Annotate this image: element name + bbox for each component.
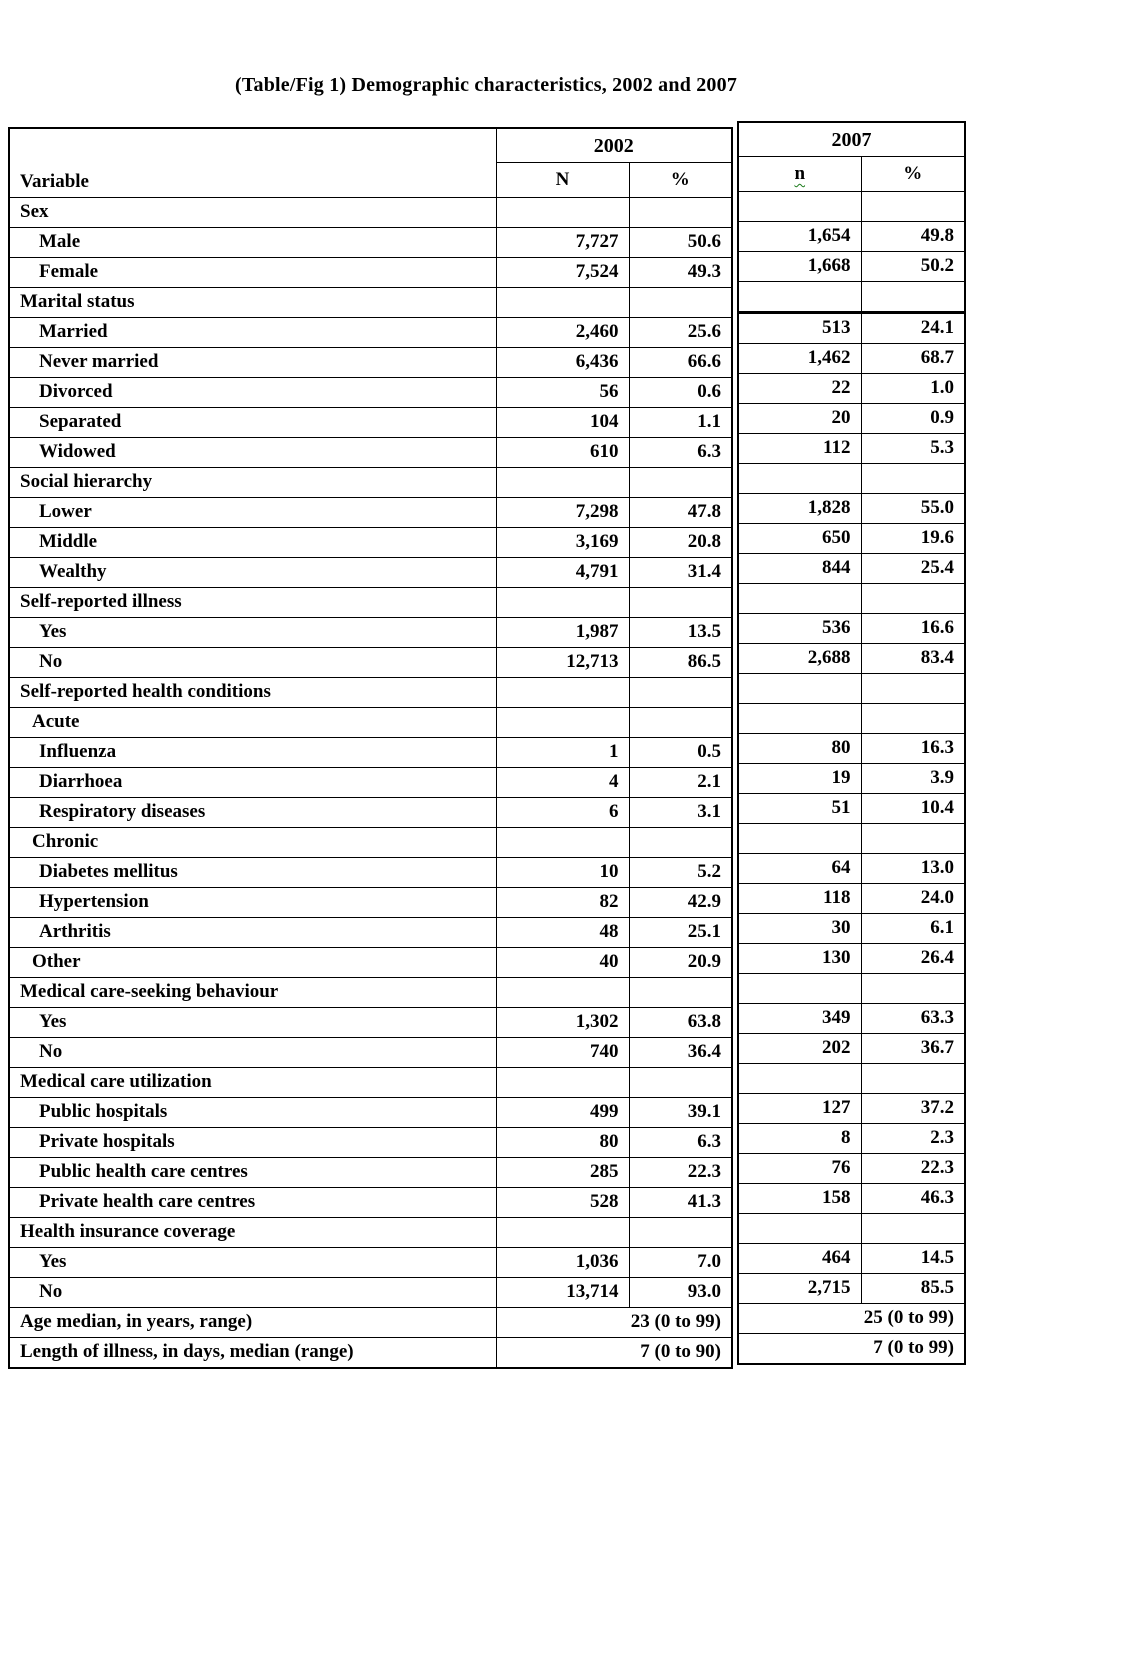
table-row [9,347,732,377]
n-2002-cell: 13,714 [496,1277,629,1307]
pct-2007-cell: 6.1 [861,913,965,943]
table-row [9,887,732,917]
pct-2007-cell: 26.4 [861,943,965,973]
pct-2002-cell: 7.0 [629,1247,732,1277]
table-footer-row [9,1307,732,1337]
table-row [9,707,732,737]
n-2007-cell: 127 [738,1093,861,1123]
table-row [738,703,965,733]
pct-2007-cell [861,463,965,493]
n-2002-cell: 7,298 [496,497,629,527]
table-row [9,527,732,557]
n-2007-cell [738,973,861,1003]
variable-cell: Diabetes mellitus [9,857,496,887]
col-header-n-2007 [738,157,861,192]
pct-2007-cell [861,823,965,853]
variable-cell: Never married [9,347,496,377]
n-2007-cell [738,463,861,493]
table-row [738,583,965,613]
n-2007-cell: 22 [738,373,861,403]
pct-2007-cell: 3.9 [861,763,965,793]
n-2007-cell: 513 [738,312,861,343]
table-row [9,1217,732,1247]
table-row [738,793,965,823]
pct-2002-cell: 2.1 [629,767,732,797]
table-row [9,737,732,767]
table-row [738,1123,965,1153]
pct-2007-cell [861,1063,965,1093]
pct-2007-cell: 83.4 [861,643,965,673]
variable-cell: Private health care centres [9,1187,496,1217]
n-2007-cell: 1,828 [738,493,861,523]
pct-2002-cell: 25.6 [629,317,732,347]
pct-2007-cell: 14.5 [861,1243,965,1273]
table-row [738,281,965,312]
pct-2002-cell: 36.4 [629,1037,732,1067]
variable-cell: Length of illness, in days, median (range) [9,1337,496,1368]
variable-cell: Private hospitals [9,1127,496,1157]
n-2007-cell [738,673,861,703]
variable-cell: Widowed [9,437,496,467]
pct-2007-cell: 25.4 [861,553,965,583]
n-2002-cell: 40 [496,947,629,977]
pct-2007-cell [861,673,965,703]
pct-2002-cell: 41.3 [629,1187,732,1217]
value-2002-cell: 7 (0 to 90) [496,1337,732,1368]
table-row [738,883,965,913]
table-row [738,1153,965,1183]
n-2007-cell: 80 [738,733,861,763]
table-row [738,1033,965,1063]
table-row [738,913,965,943]
table-row [9,977,732,1007]
variable-cell: Middle [9,527,496,557]
table-row [9,1187,732,1217]
n-2002-cell: 285 [496,1157,629,1187]
n-2002-cell: 3,169 [496,527,629,557]
pct-2007-cell: 13.0 [861,853,965,883]
variable-cell: Separated [9,407,496,437]
table-row [738,343,965,373]
table-row [9,437,732,467]
variable-cell: Medical care utilization [9,1067,496,1097]
n-2007-cell: 1,462 [738,343,861,373]
pct-2007-cell: 10.4 [861,793,965,823]
pct-2002-cell [629,677,732,707]
col-header-n-2002: N [496,163,629,198]
group-header-2007: 2007 [738,122,965,157]
variable-cell: Self-reported health conditions [9,677,496,707]
n-2007-cell [738,823,861,853]
n-2007-cell: 650 [738,523,861,553]
n-2002-cell: 610 [496,437,629,467]
pct-2007-cell [861,703,965,733]
pct-2002-cell: 63.8 [629,1007,732,1037]
n-2007-cell [738,191,861,221]
table-row [738,312,965,343]
variable-cell: Acute [9,707,496,737]
n-2002-cell: 104 [496,407,629,437]
table-row [738,1093,965,1123]
table-row [9,587,732,617]
table-row [9,767,732,797]
table-row [9,497,732,527]
pct-2002-cell [629,827,732,857]
n-2007-cell [738,703,861,733]
variable-cell: Public health care centres [9,1157,496,1187]
table-row [738,943,965,973]
table-row [9,227,732,257]
variable-cell: Yes [9,1247,496,1277]
table-row [9,557,732,587]
n-2007-cell: 8 [738,1123,861,1153]
table-row [738,643,965,673]
n-2007-cell: 2,715 [738,1273,861,1303]
pct-2002-cell: 42.9 [629,887,732,917]
pct-2007-cell: 63.3 [861,1003,965,1033]
pct-2007-cell: 19.6 [861,523,965,553]
n-2007-cell: 20 [738,403,861,433]
table-row [738,613,965,643]
table-title: (Table/Fig 1) Demographic characteristics, 2002 and 2007 [234,74,738,96]
n-2002-cell [496,1067,629,1097]
variable-cell: No [9,1037,496,1067]
pct-2002-cell: 49.3 [629,257,732,287]
variable-cell: Other [9,947,496,977]
pct-2007-cell: 37.2 [861,1093,965,1123]
n-2002-cell: 12,713 [496,647,629,677]
pct-2007-cell [861,281,965,312]
pct-2002-cell [629,1217,732,1247]
n-2002-cell: 6 [496,797,629,827]
pct-2002-cell: 5.2 [629,857,732,887]
group-header-2002: 2002 [496,128,732,163]
table-row [738,493,965,523]
table-row [9,1097,732,1127]
pct-2002-cell: 0.5 [629,737,732,767]
n-2002-cell: 4 [496,767,629,797]
pct-2002-cell: 22.3 [629,1157,732,1187]
value-2007-cell: 7 (0 to 99) [738,1333,965,1364]
pct-2002-cell: 1.1 [629,407,732,437]
n-2002-cell: 80 [496,1127,629,1157]
n-2002-cell: 740 [496,1037,629,1067]
n-2002-cell [496,287,629,317]
table-row [738,1213,965,1243]
n-2007-cell [738,281,861,312]
pct-2002-cell: 6.3 [629,437,732,467]
variable-cell: Hypertension [9,887,496,917]
table-row [9,1157,732,1187]
n-2002-cell [496,197,629,227]
n-2007-cell: 130 [738,943,861,973]
table-row [9,1127,732,1157]
n-2002-cell: 1,987 [496,617,629,647]
table-row [738,373,965,403]
table-row [738,523,965,553]
col-header-pct-2002: % [629,163,732,198]
pct-2002-cell: 93.0 [629,1277,732,1307]
table-footer-row [738,1333,965,1364]
variable-cell: Health insurance coverage [9,1217,496,1247]
variable-cell: No [9,647,496,677]
table-footer-row [738,1303,965,1333]
n-2007-cell: 464 [738,1243,861,1273]
n-2007-cell: 1,668 [738,251,861,281]
pct-2002-cell [629,587,732,617]
table-row [9,257,732,287]
pct-2007-cell: 0.9 [861,403,965,433]
n-2007-cell: 158 [738,1183,861,1213]
n-2002-cell: 48 [496,917,629,947]
n-2002-cell [496,587,629,617]
pct-2007-cell: 16.6 [861,613,965,643]
n-2002-cell: 2,460 [496,317,629,347]
pct-2002-cell: 0.6 [629,377,732,407]
table-row [9,1007,732,1037]
table-header-row [738,122,965,157]
n-2002-cell [496,827,629,857]
table-row [9,407,732,437]
pct-2002-cell: 66.6 [629,347,732,377]
pct-2007-cell: 16.3 [861,733,965,763]
pct-2002-cell [629,467,732,497]
table-row [9,1037,732,1067]
n-2002-cell: 7,727 [496,227,629,257]
n-2002-cell: 4,791 [496,557,629,587]
variable-cell: Lower [9,497,496,527]
variable-cell: Age median, in years, range) [9,1307,496,1337]
table-row [738,433,965,463]
n-2007-cell: 30 [738,913,861,943]
n-2002-cell: 56 [496,377,629,407]
table-row [9,797,732,827]
table-row [9,947,732,977]
table-row [9,647,732,677]
table-row [738,403,965,433]
table-row [9,677,732,707]
variable-cell: Married [9,317,496,347]
pct-2002-cell: 50.6 [629,227,732,257]
pct-2007-cell: 2.3 [861,1123,965,1153]
variable-cell: Marital status [9,287,496,317]
pct-2007-cell [861,583,965,613]
table-row [738,251,965,281]
variable-cell: Social hierarchy [9,467,496,497]
pct-2002-cell: 47.8 [629,497,732,527]
n-2002-cell: 6,436 [496,347,629,377]
n-2002-cell [496,467,629,497]
pct-2002-cell: 31.4 [629,557,732,587]
n-2002-cell: 82 [496,887,629,917]
pct-2007-cell [861,191,965,221]
pct-2007-cell: 1.0 [861,373,965,403]
table-row [9,467,732,497]
variable-cell: Chronic [9,827,496,857]
value-2007-cell: 25 (0 to 99) [738,1303,965,1333]
variable-cell: Female [9,257,496,287]
variable-cell: Wealthy [9,557,496,587]
variable-cell: Self-reported illness [9,587,496,617]
table-row [738,1063,965,1093]
n-2007-cell [738,1063,861,1093]
table-row [9,197,732,227]
table-row [738,553,965,583]
pct-2007-cell: 68.7 [861,343,965,373]
pct-2007-cell: 24.1 [861,312,965,343]
pct-2002-cell: 3.1 [629,797,732,827]
pct-2007-cell: 85.5 [861,1273,965,1303]
n-2002-cell: 528 [496,1187,629,1217]
variable-cell: Divorced [9,377,496,407]
n-2002-cell: 499 [496,1097,629,1127]
n-2002-cell: 1,036 [496,1247,629,1277]
variable-column-header: Variable [9,128,496,197]
variable-cell: Sex [9,197,496,227]
table-row [738,853,965,883]
variable-cell: Medical care-seeking behaviour [9,977,496,1007]
pct-2002-cell: 13.5 [629,617,732,647]
pct-2002-cell [629,977,732,1007]
table-row [738,1273,965,1303]
table-row [9,827,732,857]
n-2007-cell: 64 [738,853,861,883]
n-2007-cell: 19 [738,763,861,793]
n-2007-cell [738,583,861,613]
variable-cell: Diarrhoea [9,767,496,797]
pct-2007-cell: 36.7 [861,1033,965,1063]
table-row [9,377,732,407]
table-row [9,857,732,887]
table-row [738,1243,965,1273]
col-header-pct-2007: % [861,157,965,192]
n-2002-cell [496,977,629,1007]
n-2007-cell: 118 [738,883,861,913]
table-row [9,1247,732,1277]
table-row [738,1183,965,1213]
table-row [9,1277,732,1307]
n-2002-cell: 1 [496,737,629,767]
table-row [738,973,965,1003]
n-2002-cell: 1,302 [496,1007,629,1037]
n-2002-cell [496,707,629,737]
variable-cell: Influenza [9,737,496,767]
n-2007-cell: 51 [738,793,861,823]
table-row [738,463,965,493]
pct-2002-cell: 6.3 [629,1127,732,1157]
pct-2007-cell: 46.3 [861,1183,965,1213]
variable-cell: Yes [9,617,496,647]
n-2007-cell: 536 [738,613,861,643]
pct-2002-cell [629,197,732,227]
pct-2002-cell [629,707,732,737]
pct-2007-cell: 55.0 [861,493,965,523]
pct-2007-cell [861,973,965,1003]
pct-2002-cell [629,287,732,317]
table-subheader-row [738,157,965,192]
n-2002-cell [496,677,629,707]
table-row [738,763,965,793]
n-2002-cell [496,1217,629,1247]
table-footer-row [9,1337,732,1368]
pct-2002-cell: 20.8 [629,527,732,557]
n-2007-cell: 349 [738,1003,861,1033]
table-row [9,317,732,347]
table-row [738,673,965,703]
n-2002-cell: 10 [496,857,629,887]
variable-cell: Male [9,227,496,257]
table-row [9,917,732,947]
variable-cell: Arthritis [9,917,496,947]
n-2007-cell: 202 [738,1033,861,1063]
variable-cell: Respiratory diseases [9,797,496,827]
n-2007-cell: 2,688 [738,643,861,673]
table-row [738,191,965,221]
table-row [9,287,732,317]
table-header-row [9,128,732,163]
pct-2007-cell: 5.3 [861,433,965,463]
pct-2007-cell: 49.8 [861,221,965,251]
table-variable-2002 [8,127,733,1369]
table-2007 [737,121,966,1365]
pct-2007-cell: 50.2 [861,251,965,281]
n-2007-cell [738,1213,861,1243]
n-2007-cell: 844 [738,553,861,583]
pct-2002-cell: 20.9 [629,947,732,977]
table-row [9,1067,732,1097]
variable-cell: No [9,1277,496,1307]
table-row [738,221,965,251]
table-row [738,823,965,853]
n-2007-cell: 76 [738,1153,861,1183]
value-2002-cell: 23 (0 to 99) [496,1307,732,1337]
pct-2007-cell: 24.0 [861,883,965,913]
pct-2002-cell [629,1067,732,1097]
table-row [738,733,965,763]
pct-2002-cell: 39.1 [629,1097,732,1127]
pct-2002-cell: 25.1 [629,917,732,947]
variable-cell: Public hospitals [9,1097,496,1127]
n-2007-cell: 1,654 [738,221,861,251]
n-2007-cell: 112 [738,433,861,463]
pct-2002-cell: 86.5 [629,647,732,677]
pct-2007-cell [861,1213,965,1243]
pct-2007-cell: 22.3 [861,1153,965,1183]
variable-cell: Yes [9,1007,496,1037]
n-2002-cell: 7,524 [496,257,629,287]
grammar-underlined-n: n [794,162,806,184]
table-row [738,1003,965,1033]
table-row [9,617,732,647]
